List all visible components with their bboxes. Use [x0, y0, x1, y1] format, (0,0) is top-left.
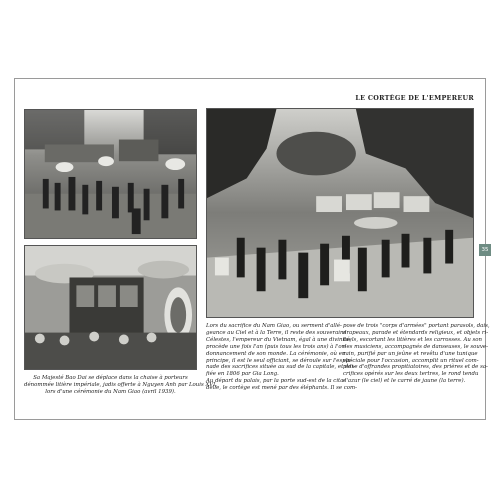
running-head: LE CORTÈGE DE L'EMPEREUR: [355, 94, 474, 102]
text-column-1: [206, 323, 357, 392]
text-line: procède une fois l'an (puis tous les trois ans) à l'or-: [206, 343, 346, 350]
text-line: d'azur (le ciel) et le carré de jaune (la terre).: [343, 378, 466, 385]
procession-photo-top-left: [24, 109, 197, 239]
procession-road-photo-graphic: [207, 109, 473, 317]
text-line: nade des sacrifices située au sud de la capitale, et édi-: [206, 364, 356, 371]
text-line: fiée en 1806 par Gia Long.: [206, 371, 279, 378]
text-line: plexe d'offrandes propitiatoires, des prières et de sa-: [343, 364, 488, 371]
text-line: drapeaux, parade et étendards religieux, et objets ri-: [343, 329, 489, 336]
text-line: Célestes, l'empereur du Vietnam, égal à une divinité,: [206, 336, 352, 343]
photo-caption: [24, 375, 218, 396]
text-line: tuels, escortant les litières et les carrosses. Au son: [343, 336, 483, 343]
procession-photo-graphic: [25, 110, 196, 238]
text-line: Au départ du palais, par la porte sud-est de la cita-: [206, 378, 346, 385]
text-line: principe, il est le seul officiant, se déroule sur l'espla-: [206, 357, 353, 364]
page-number-badge: 35: [479, 244, 491, 256]
caption-line: Sa Majesté Bao Dai se déplace dans la chaise à porteurs: [33, 375, 188, 381]
caption-line: dénommée litière impériale, jadis offerte à Nguyen Anh par Louis XVI,: [24, 382, 218, 388]
text-line: pose de trois "corps d'armées" portant parasols, dais,: [343, 323, 490, 329]
text-line: delle, le cortège est mené par des éléphants. Il se com-: [206, 385, 357, 392]
palanquin-photo-graphic: [25, 246, 196, 369]
procession-photo-right: [206, 108, 474, 318]
palanquin-photo: [24, 245, 197, 370]
text-line: spéciale pour l'occasion, accomplit un rituel com-: [343, 357, 479, 364]
text-line: geance au Ciel et à la Terre, il reste des souverains: [206, 329, 347, 336]
text-line: des musiciens, accompagnés de danseuses, le souve-: [343, 343, 488, 350]
text-line: crifices opérés sur les deux tertres, le rond tendu: [343, 371, 479, 378]
text-column-2: [343, 323, 490, 385]
text-line: rain, purifié par un jeûne et revêtu d'une tunique: [343, 350, 478, 357]
text-line: donnancement de son monde. La cérémonie, où en: [206, 350, 346, 357]
caption-line: lors d'une cérémonie du Nam Giao (avril 1939).: [45, 389, 176, 395]
text-line: Lors du sacrifice du Nam Giao, ou serment d'allé-: [206, 323, 342, 329]
